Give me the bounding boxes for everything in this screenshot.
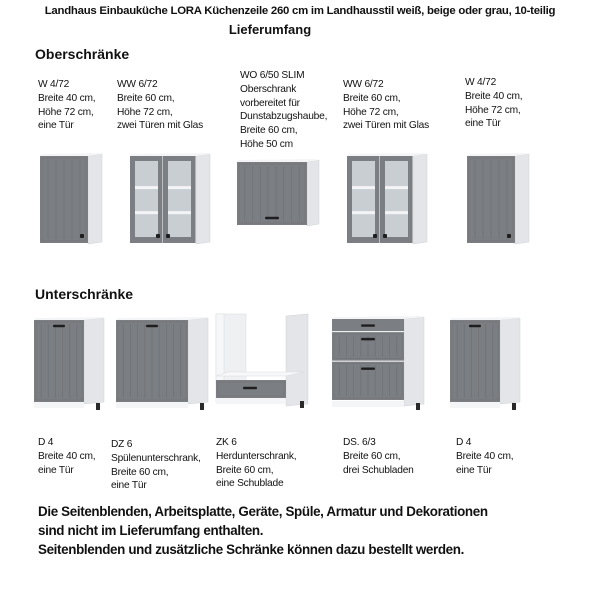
cabinet-code: D 4 (456, 437, 472, 448)
base-cabinet-image-1 (34, 316, 104, 412)
cabinet-spec-line: Höhe 72 cm, (465, 104, 521, 116)
upper-cabinet-image-1 (40, 152, 102, 244)
cabinet-spec-line: Breite 40 cm, (38, 450, 96, 462)
cabinet-plinth (116, 402, 188, 408)
cabinet-spec-line: eine Tür (111, 480, 147, 492)
cabinet-spec-line: Dunstabzugshaube, (240, 111, 328, 123)
cabinet-spec-line: Breite 40 cm, (456, 450, 514, 462)
cabinet-spec-line: drei Schubladen (343, 464, 414, 476)
cabinet-side-panel (515, 154, 529, 244)
glass-panel (168, 161, 191, 237)
note-line: Seitenblenden und zusätzliche Schränke können dazu bestellt werden. (38, 542, 464, 557)
cabinet-plinth (450, 402, 500, 408)
cabinet-code: W 4/72 (38, 79, 70, 90)
glass-shelf (352, 211, 375, 214)
upper-cabinet-image-4 (347, 152, 427, 244)
cabinet-spec-line: Breite 60 cm, (343, 450, 401, 462)
door-knob-icon (80, 234, 84, 238)
cabinet-spec-line: Breite 60 cm, (111, 466, 169, 478)
glass-shelf (352, 186, 375, 189)
upper-cabinet-image-2 (130, 152, 210, 244)
base-cabinet-desc-5 (456, 436, 513, 477)
cabinet-spec-line: Höhe 50 cm (240, 138, 293, 150)
cabinet-side-panel (286, 314, 308, 406)
cabinet-spec-line: Höhe 72 cm, (343, 106, 399, 118)
cabinet-top-panel (347, 153, 427, 156)
cabinet-side-panel (413, 154, 427, 244)
cabinet-foot-icon (200, 403, 204, 410)
door-knob-icon (373, 234, 377, 238)
upper-cabinet-image-5 (467, 152, 529, 244)
bar-handle-icon (146, 325, 158, 327)
cabinet-spec-line: Breite 60 cm, (343, 92, 401, 104)
glass-panel (352, 161, 375, 237)
base-cabinet-desc-4 (343, 436, 414, 477)
glass-panel (135, 161, 158, 237)
base-cabinet-desc-1 (38, 436, 95, 477)
upper-cabinet-desc-5 (465, 76, 522, 131)
cabinet-side-panel (500, 318, 520, 404)
upper-cabinet-desc-3 (240, 69, 327, 152)
cabinet-side-panel (88, 154, 102, 244)
cabinet-side-panel (307, 160, 319, 226)
cabinet-side-panel (196, 154, 210, 244)
glass-shelf (168, 211, 191, 214)
bar-handle-icon (265, 217, 279, 219)
base-cabinet-image-3 (214, 314, 308, 412)
glass-shelf (135, 211, 158, 214)
cabinet-code: D 4 (38, 437, 54, 448)
cabinet-plinth (216, 398, 286, 404)
cabinet-plinth (34, 402, 84, 408)
cabinet-spec-line: Höhe 72 cm, (38, 106, 94, 118)
cabinet-code: WW 6/72 (343, 79, 384, 90)
cabinet-code: W 4/72 (465, 77, 497, 88)
cabinet-foot-icon (416, 403, 420, 410)
cabinet-side-panel (404, 317, 424, 406)
door-knob-icon (156, 234, 160, 238)
exclusions-note (38, 502, 488, 559)
base-cabinet-desc-3 (216, 436, 296, 491)
upper-cabinet-desc-1 (38, 78, 95, 133)
base-cabinet-image-4 (332, 314, 424, 414)
cabinet-foot-icon (96, 403, 100, 410)
door-knob-icon (166, 234, 170, 238)
cabinet-spec-line: Breite 60 cm, (240, 125, 298, 137)
cabinet-code: WO 6/50 SLIM (240, 70, 305, 81)
cabinet-spec-line: eine Schublade (216, 478, 284, 490)
glass-panel (385, 161, 408, 237)
cabinet-spec-line: Breite 60 cm, (117, 92, 175, 104)
flap-door (237, 162, 307, 225)
cabinet-top-panel (237, 159, 319, 162)
cabinet-code: DS. 6/3 (343, 437, 376, 448)
cabinet-spec-line: eine Tür (38, 120, 74, 132)
base-cabinet-image-5 (450, 316, 520, 412)
upper-cabinet-desc-2 (117, 78, 203, 133)
base-cabinet-desc-2 (111, 438, 201, 493)
cabinet-spec-line: eine Tür (38, 464, 74, 476)
bar-handle-icon (361, 367, 375, 369)
cabinet-spec-line: eine Tür (465, 118, 501, 130)
glass-shelf (385, 186, 408, 189)
upper-cabinets-heading: Oberschränke (35, 46, 130, 62)
cabinet-plinth (332, 401, 404, 407)
cabinet-foot-icon (300, 401, 304, 408)
cabinet-spec-line: Breite 40 cm, (38, 92, 96, 104)
cabinet-spec-line: Höhe 72 cm, (117, 106, 173, 118)
cabinet-code: WW 6/72 (117, 79, 158, 90)
bar-handle-icon (361, 338, 375, 340)
cabinet-code: ZK 6 (216, 437, 237, 448)
delivery-scope-heading: Lieferumfang (228, 22, 312, 37)
cabinet-spec-line: vorbereitet für (240, 97, 300, 109)
bar-handle-icon (53, 325, 65, 327)
base-cabinet-image-2 (116, 316, 208, 412)
cabinet-spec-line: Oberschrank (240, 83, 297, 95)
upper-cabinet-desc-4 (343, 78, 429, 133)
cabinet-spec-line: zwei Türen mit Glas (343, 120, 430, 132)
product-title: Landhaus Einbauküche LORA Küchenzeile 260 cm im Landhausstil weiß, beige oder grau, 10-teilig (44, 5, 556, 17)
note-line: Die Seitenblenden, Arbeitsplatte, Geräte, Spüle, Armatur und Dekorationen (38, 504, 488, 519)
cabinet-top-panel (130, 153, 210, 156)
cabinet-foot-icon (512, 403, 516, 410)
glass-shelf (135, 186, 158, 189)
cabinet-side-panel (188, 318, 208, 404)
cabinet-spec-line: Spülenunterschrank, (111, 452, 201, 464)
cabinet-spec-line: Breite 60 cm, (216, 464, 274, 476)
cabinet-spec-line: Herdunterschrank, (216, 450, 297, 462)
cabinet-code: DZ 6 (111, 439, 133, 450)
cabinet-spec-line: eine Tür (456, 464, 492, 476)
door-knob-icon (507, 234, 511, 238)
bar-handle-icon (469, 325, 481, 327)
upper-cabinet-image-3 (237, 158, 319, 226)
door-knob-icon (383, 234, 387, 238)
base-cabinets-heading: Unterschränke (35, 286, 134, 302)
bar-handle-icon (361, 324, 375, 326)
glass-shelf (168, 186, 191, 189)
note-line: sind nicht im Lieferumfang enthalten. (38, 523, 264, 538)
cabinet-side-panel (84, 318, 104, 404)
bar-handle-icon (243, 387, 257, 389)
glass-shelf (385, 211, 408, 214)
cabinet-spec-line: Breite 40 cm, (465, 90, 523, 102)
cabinet-spec-line: zwei Türen mit Glas (117, 120, 204, 132)
